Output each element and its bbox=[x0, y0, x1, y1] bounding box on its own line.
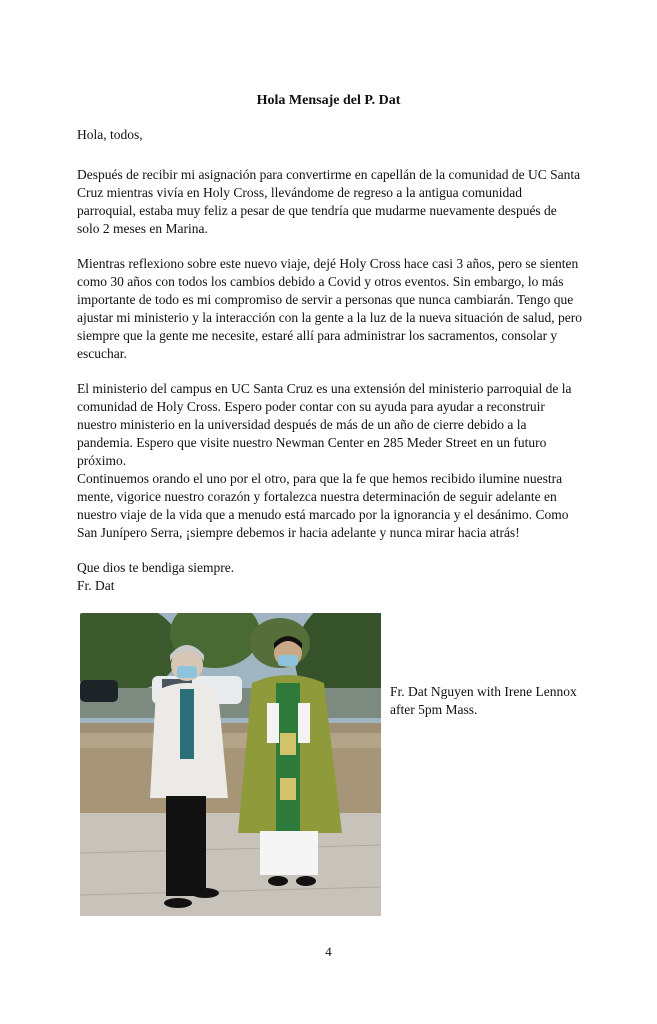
signature: Fr. Dat bbox=[77, 578, 115, 593]
photo-fr-dat-and-irene bbox=[80, 613, 381, 916]
page-title: Hola Mensaje del P. Dat bbox=[256, 93, 401, 108]
paragraph-reflection: Mientras reflexiono sobre este nuevo viaje, dejé Holy Cross hace casi 3 años, pero se sienten como 30 años con todos los cambios debido a Covid y otros eventos. Sin embargo, lo más importante de todo es mi compromiso de servir a personas que nunca cambiarán. Tengo que ajustar mi ministerio y la interacción con la gente a la luz de la nueva situación de salud, pero siempre que la gente me necesite, estaré allí para administrar los sacramentos, consolar y escuchar. bbox=[77, 256, 582, 361]
page-number: 4 bbox=[325, 944, 332, 959]
paragraph-assignment: Después de recibir mi asignación para convertirme en capellán de la comunidad de UC Santa Cruz mientras vivía en Holy Cross, llevándome de regreso a la antigua comunidad parroquial, estaba muy feliz a pesar de que tendría que mudarme nuevamente después de solo 2 meses en Marina. bbox=[77, 167, 581, 236]
greeting: Hola, todos, bbox=[77, 127, 143, 142]
paragraph-prayer: Continuemos orando el uno por el otro, para que la fe que hemos recibido ilumine nuestra mente, vigorice nuestro corazón y fortalezca nuestra determinación de seguir adelante en nuestro viaje de la vida que a menudo está marcado por la ignorancia y el desánimo. Como San Junípero Serra, ¡siempre debemos ir hacia adelante y nunca mirar hacia atrás! bbox=[77, 471, 569, 540]
paragraph-campus-ministry: El ministerio del campus en UC Santa Cruz es una extensión del ministerio parroquial de la comunidad de Holy Cross. Espero poder contar con su ayuda para ayudar a reconstruir nuestro ministerio en la universidad después de más de un año de cierre debido a la pandemia. Espero que visite nuestro Newman Center en 285 Meder Street en un futuro próximo. bbox=[77, 381, 572, 468]
closing-blessing: Que dios te bendiga siempre. bbox=[77, 560, 235, 575]
photo-caption: Fr. Dat Nguyen with Irene Lennox after 5pm Mass. bbox=[390, 684, 577, 717]
